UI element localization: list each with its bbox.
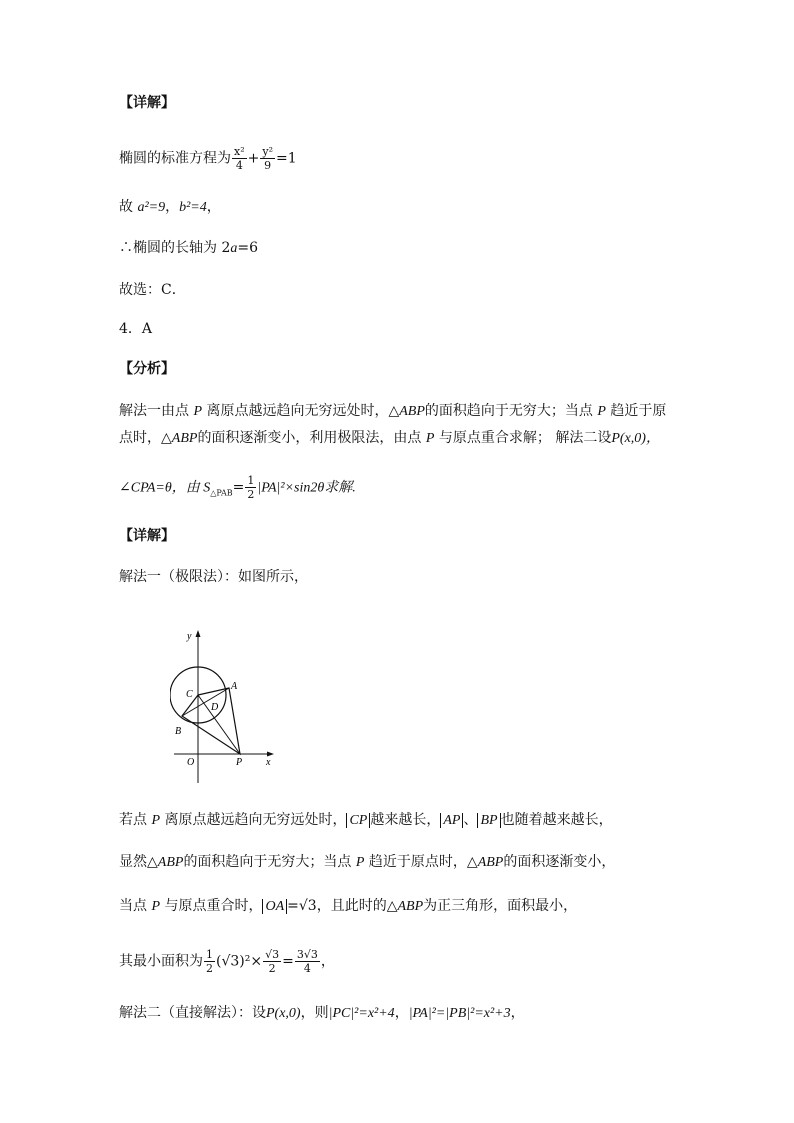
- hence-line: 故 a²=9，b²=4，: [119, 199, 221, 215]
- body-line-4: 其最小面积为 $\frac{1}{2}$ (√3)²× $\frac{√3}{2}$ = $\frac{3√3}{4}$ ，: [119, 948, 335, 975]
- figure-label-C: C: [186, 689, 193, 700]
- major-axis-line: ∴椭圆的长轴为 2a=6: [119, 240, 258, 256]
- figure-label-A: A: [231, 681, 238, 692]
- ellipse-equation-line: 椭圆的标准方程为 $\frac{\text{x²}}{4}$ + $\frac{\text{y²}}{9}$ =1: [119, 145, 297, 172]
- question-number: 4．A: [119, 321, 153, 337]
- choice-line: 故选：C．: [119, 282, 186, 298]
- analysis-heading: 【分析】: [119, 361, 175, 377]
- method1-intro: 解法一（极限法）：如图所示，: [119, 569, 308, 585]
- figure-label-O: O: [187, 757, 195, 768]
- figure-label-B: B: [175, 726, 182, 737]
- figure-label-P: P: [236, 757, 243, 768]
- analysis-line-3: ∠CPA=θ，由 $S_{\triangle PAB}=$ $\frac{1}{2}$ |PA|²×sin2θ求解.: [119, 474, 356, 501]
- body-line-3: 当点 P 与原点重合时， OA =√3，且此时的△ABP为正三角形，面积最小，: [119, 898, 578, 914]
- min-area-half: $\frac{1}{2}$: [206, 948, 213, 975]
- detail-heading: 【详解】: [119, 95, 175, 111]
- half-fraction: $\frac{1}{2}$: [247, 474, 255, 501]
- body-line-1: 若点 P 离原点越远趋向无穷远处时， CP 越来越长， AP 、 BP 也随着越来越长，: [119, 812, 613, 828]
- detail-heading-2: 【详解】: [119, 528, 175, 544]
- figure-label-y: y: [187, 631, 192, 642]
- analysis-line-1: 解法一由点 P 离原点越远趋向无穷远处时，△ABP的面积趋向于无穷大；当点 P 趋近于原: [119, 403, 667, 419]
- geometry-figure: [170, 628, 280, 783]
- body-line-5: 解法二（直接解法）：设P(x,0)，则|PC|²=x²+4，|PA|²=|PB|²=x²+3，: [119, 1005, 525, 1021]
- min-area-result: $\frac{3√3}{4}$: [296, 948, 318, 975]
- x-fraction: $\frac{\text{x²}}{4}$: [234, 145, 245, 172]
- figure-label-D: D: [211, 702, 219, 713]
- analysis-line-2: 点时，△ABP的面积逐渐变小，利用极限法，由点 P 与原点重合求解； 解法二设P(x,0)，: [119, 430, 660, 446]
- min-area-root3-over-2: $\frac{√3}{2}$: [265, 948, 280, 975]
- figure-label-x: x: [266, 757, 271, 768]
- y-fraction: $\frac{\text{y²}}{9}$: [262, 145, 273, 172]
- body-line-2: 显然△ABP的面积趋向于无穷大；当点 P 趋近于原点时，△ABP的面积逐渐变小，: [119, 854, 616, 870]
